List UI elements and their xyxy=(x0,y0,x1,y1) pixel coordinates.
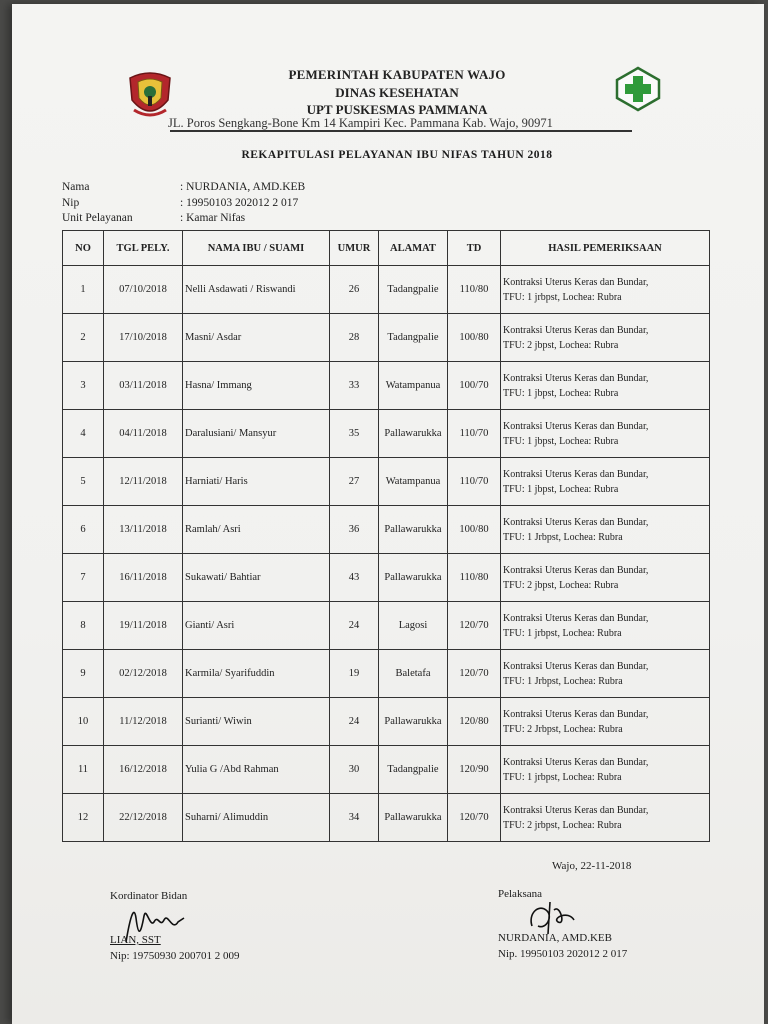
col-header-nama: NAMA IBU / SUAMI xyxy=(183,231,330,266)
cell-td: 120/80 xyxy=(448,698,501,746)
cell-umur: 28 xyxy=(330,314,379,362)
cell-no: 9 xyxy=(63,650,104,698)
nama-value: : NURDANIA, AMD.KEB xyxy=(180,181,306,193)
cell-tgl: 16/11/2018 xyxy=(104,554,183,602)
cell-tgl: 22/12/2018 xyxy=(104,794,183,842)
document-page xyxy=(12,4,764,1024)
hasil-line-2: TFU: 1 jrbpst, Lochea: Rubra xyxy=(503,771,622,783)
cell-umur: 24 xyxy=(330,698,379,746)
cell-alamat: Tadangpalie xyxy=(379,266,448,314)
cell-nama: Nelli Asdawati / Riswandi xyxy=(183,266,330,314)
hasil-line-2: TFU: 1 jrbpst, Lochea: Rubra xyxy=(503,627,622,639)
cell-no: 10 xyxy=(63,698,104,746)
hasil-line-2: TFU: 1 Jrbpst, Lochea: Rubra xyxy=(503,531,623,543)
cell-hasil xyxy=(501,698,710,746)
cell-umur: 36 xyxy=(330,506,379,554)
cell-nama: Ramlah/ Asri xyxy=(183,506,330,554)
col-header-tgl: TGL PELY. xyxy=(104,231,183,266)
cell-no: 6 xyxy=(63,506,104,554)
cell-hasil xyxy=(501,746,710,794)
cell-hasil xyxy=(501,602,710,650)
unit-label: Unit Pelayanan xyxy=(62,212,133,224)
cell-alamat: Watampanua xyxy=(379,458,448,506)
hasil-line-2: TFU: 1 Jrbpst, Lochea: Rubra xyxy=(503,675,623,687)
executor-nip: Nip. 19950103 202012 2 017 xyxy=(498,948,628,960)
hasil-line-2: TFU: 1 jbpst, Lochea: Rubra xyxy=(503,435,619,447)
hasil-line-1: Kontraksi Uterus Keras dan Bundar, xyxy=(503,276,649,288)
hasil-line-2: TFU: 1 jrbpst, Lochea: Rubra xyxy=(503,291,622,303)
cell-tgl: 12/11/2018 xyxy=(104,458,183,506)
cell-no: 1 xyxy=(63,266,104,314)
hasil-line-1: Kontraksi Uterus Keras dan Bundar, xyxy=(503,468,649,480)
hasil-line-2: TFU: 1 jbpst, Lochea: Rubra xyxy=(503,387,619,399)
cell-tgl: 19/11/2018 xyxy=(104,602,183,650)
cell-umur: 24 xyxy=(330,602,379,650)
hasil-line-1: Kontraksi Uterus Keras dan Bundar, xyxy=(503,708,649,720)
rekap-table xyxy=(62,230,710,842)
cell-tgl: 13/11/2018 xyxy=(104,506,183,554)
table-row xyxy=(63,410,710,458)
hasil-line-1: Kontraksi Uterus Keras dan Bundar, xyxy=(503,660,649,672)
table-row xyxy=(63,746,710,794)
cell-umur: 35 xyxy=(330,410,379,458)
cell-tgl: 11/12/2018 xyxy=(104,698,183,746)
cell-nama: Karmila/ Syarifuddin xyxy=(183,650,330,698)
table-row xyxy=(63,362,710,410)
cell-no: 5 xyxy=(63,458,104,506)
cell-alamat: Tadangpalie xyxy=(379,746,448,794)
cell-nama: Suharni/ Alimuddin xyxy=(183,794,330,842)
cell-umur: 43 xyxy=(330,554,379,602)
hasil-line-2: TFU: 2 Jrbpst, Lochea: Rubra xyxy=(503,723,623,735)
hasil-line-1: Kontraksi Uterus Keras dan Bundar, xyxy=(503,804,649,816)
cell-td: 120/90 xyxy=(448,746,501,794)
cell-no: 4 xyxy=(63,410,104,458)
cell-no: 3 xyxy=(63,362,104,410)
cell-alamat: Baletafa xyxy=(379,650,448,698)
cell-td: 100/70 xyxy=(448,362,501,410)
col-header-alamat: ALAMAT xyxy=(379,231,448,266)
cell-td: 100/80 xyxy=(448,314,501,362)
cell-tgl: 17/10/2018 xyxy=(104,314,183,362)
table-row xyxy=(63,458,710,506)
hasil-line-1: Kontraksi Uterus Keras dan Bundar, xyxy=(503,372,649,384)
cell-nama: Daralusiani/ Mansyur xyxy=(183,410,330,458)
coordinator-title: Kordinator Bidan xyxy=(110,890,188,902)
header-line-1: PEMERINTAH KABUPATEN WAJO xyxy=(288,67,506,82)
cell-no: 12 xyxy=(63,794,104,842)
hasil-line-1: Kontraksi Uterus Keras dan Bundar, xyxy=(503,516,649,528)
table-row xyxy=(63,266,710,314)
table-row xyxy=(63,698,710,746)
table-row xyxy=(63,602,710,650)
table-row xyxy=(63,650,710,698)
cell-alamat: Tadangpalie xyxy=(379,314,448,362)
cell-td: 110/70 xyxy=(448,410,501,458)
cell-tgl: 03/11/2018 xyxy=(104,362,183,410)
place-date: Wajo, 22-11-2018 xyxy=(552,860,632,872)
cell-tgl: 16/12/2018 xyxy=(104,746,183,794)
cell-hasil xyxy=(501,506,710,554)
cell-hasil xyxy=(501,410,710,458)
nip-value: : 19950103 202012 2 017 xyxy=(180,197,299,209)
hasil-line-2: TFU: 2 jbpst, Lochea: Rubra xyxy=(503,579,619,591)
coordinator-name: LIAN, SST xyxy=(110,934,161,946)
cell-nama: Surianti/ Wiwin xyxy=(183,698,330,746)
cell-hasil xyxy=(501,314,710,362)
header-line-3: UPT PUSKESMAS PAMMANA xyxy=(306,102,488,117)
cell-nama: Harniati/ Haris xyxy=(183,458,330,506)
cell-umur: 33 xyxy=(330,362,379,410)
coordinator-nip: Nip: 19750930 200701 2 009 xyxy=(110,950,240,962)
table-row xyxy=(63,506,710,554)
cell-no: 7 xyxy=(63,554,104,602)
cell-alamat: Pallawarukka xyxy=(379,554,448,602)
cell-nama: Yulia G /Abd Rahman xyxy=(183,746,330,794)
table-header-row xyxy=(63,231,710,266)
cell-nama: Gianti/ Asri xyxy=(183,602,330,650)
col-header-no: NO xyxy=(63,231,104,266)
cell-hasil xyxy=(501,362,710,410)
col-header-umur: UMUR xyxy=(330,231,379,266)
cell-no: 11 xyxy=(63,746,104,794)
cell-nama: Hasna/ Immang xyxy=(183,362,330,410)
hasil-line-1: Kontraksi Uterus Keras dan Bundar, xyxy=(503,756,649,768)
executor-name: NURDANIA, AMD.KEB xyxy=(498,932,612,944)
cell-td: 120/70 xyxy=(448,602,501,650)
cell-hasil xyxy=(501,554,710,602)
cell-td: 110/80 xyxy=(448,266,501,314)
table-row xyxy=(63,314,710,362)
hasil-line-2: TFU: 1 jbpst, Lochea: Rubra xyxy=(503,483,619,495)
cell-umur: 30 xyxy=(330,746,379,794)
cell-umur: 27 xyxy=(330,458,379,506)
cell-td: 100/80 xyxy=(448,506,501,554)
document-title: REKAPITULASI PELAYANAN IBU NIFAS TAHUN 2018 xyxy=(241,149,553,161)
cell-alamat: Pallawarukka xyxy=(379,506,448,554)
hasil-line-1: Kontraksi Uterus Keras dan Bundar, xyxy=(503,564,649,576)
cell-hasil xyxy=(501,650,710,698)
cell-td: 110/70 xyxy=(448,458,501,506)
cell-umur: 26 xyxy=(330,266,379,314)
hasil-line-2: TFU: 2 jrbpst, Lochea: Rubra xyxy=(503,819,622,831)
unit-value: : Kamar Nifas xyxy=(180,212,246,224)
cell-td: 120/70 xyxy=(448,794,501,842)
cell-alamat: Pallawarukka xyxy=(379,794,448,842)
green-cross-icon xyxy=(615,66,661,112)
cell-tgl: 04/11/2018 xyxy=(104,410,183,458)
cell-nama: Sukawati/ Bahtiar xyxy=(183,554,330,602)
cell-td: 120/70 xyxy=(448,650,501,698)
table-row xyxy=(63,794,710,842)
cell-hasil xyxy=(501,794,710,842)
cell-hasil xyxy=(501,458,710,506)
header-divider xyxy=(170,130,632,132)
hasil-line-1: Kontraksi Uterus Keras dan Bundar, xyxy=(503,324,649,336)
cell-alamat: Pallawarukka xyxy=(379,698,448,746)
cell-no: 2 xyxy=(63,314,104,362)
cell-alamat: Watampanua xyxy=(379,362,448,410)
cell-tgl: 07/10/2018 xyxy=(104,266,183,314)
cell-no: 8 xyxy=(63,602,104,650)
col-header-hasil: HASIL PEMERIKSAAN xyxy=(501,231,710,266)
executor-title: Pelaksana xyxy=(498,888,542,900)
cell-alamat: Pallawarukka xyxy=(379,410,448,458)
table-row xyxy=(63,554,710,602)
cell-tgl: 02/12/2018 xyxy=(104,650,183,698)
cell-alamat: Lagosi xyxy=(379,602,448,650)
header-address: JL. Poros Sengkang-Bone Km 14 Kampiri Kec. Pammana Kab. Wajo, 90971 xyxy=(168,116,553,130)
hasil-line-1: Kontraksi Uterus Keras dan Bundar, xyxy=(503,420,649,432)
nama-label: Nama xyxy=(62,181,90,193)
cell-umur: 19 xyxy=(330,650,379,698)
cell-td: 110/80 xyxy=(448,554,501,602)
hasil-line-2: TFU: 2 jbpst, Lochea: Rubra xyxy=(503,339,619,351)
nip-label: Nip xyxy=(62,197,80,209)
header-line-2: DINAS KESEHATAN xyxy=(335,85,459,100)
cell-umur: 34 xyxy=(330,794,379,842)
hasil-line-1: Kontraksi Uterus Keras dan Bundar, xyxy=(503,612,649,624)
cell-hasil xyxy=(501,266,710,314)
cell-nama: Masni/ Asdar xyxy=(183,314,330,362)
col-header-td: TD xyxy=(448,231,501,266)
